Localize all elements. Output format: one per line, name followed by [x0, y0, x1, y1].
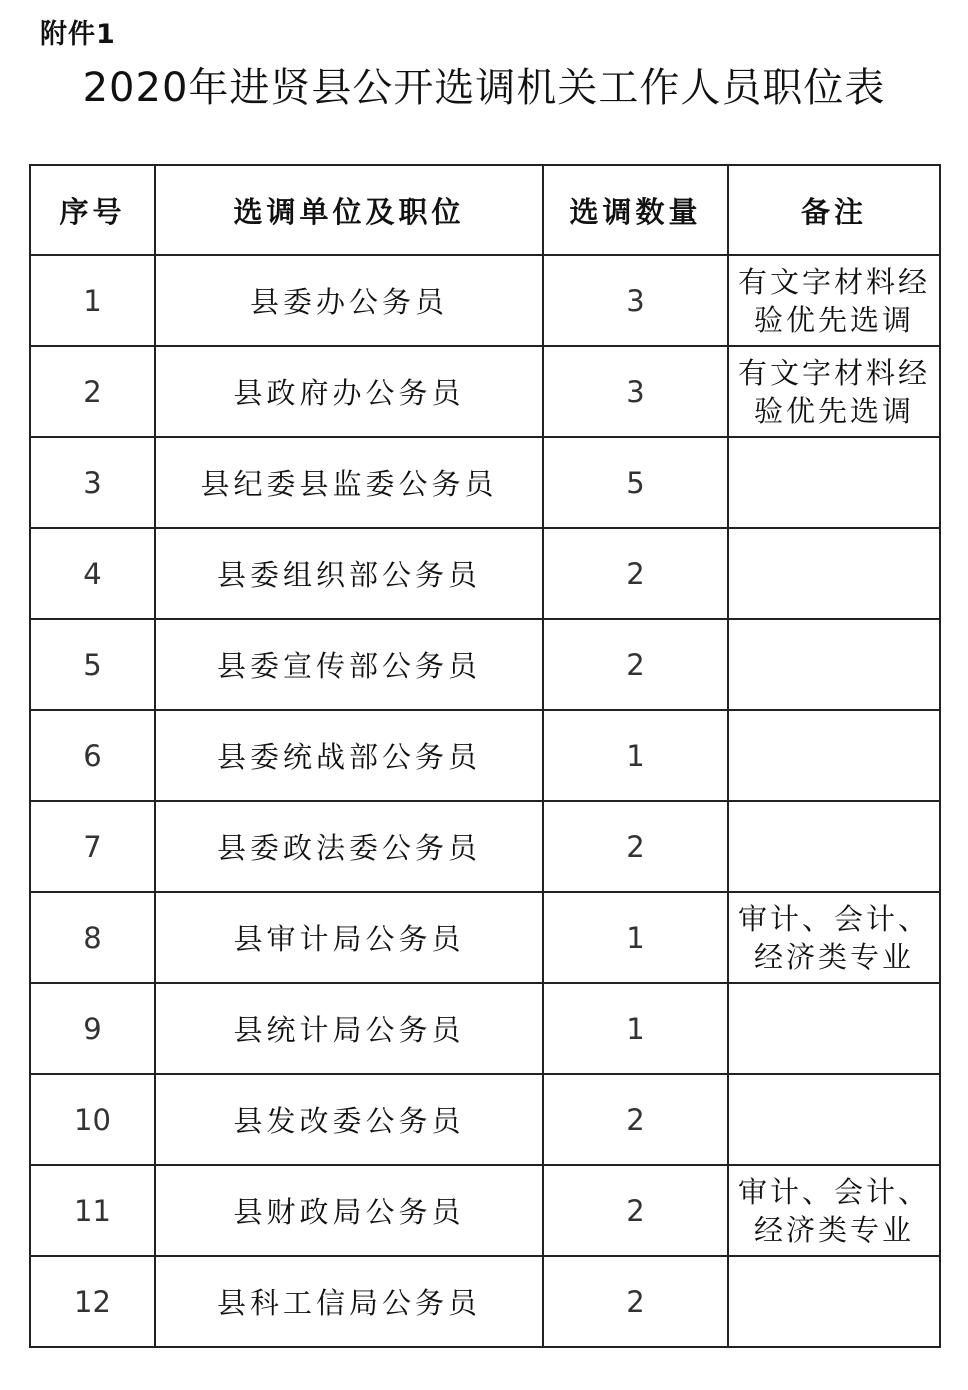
row-number: 12	[30, 1256, 155, 1347]
row-number: 5	[30, 619, 155, 710]
row-unit: 县发改委公务员	[155, 1074, 543, 1165]
row-number: 1	[30, 255, 155, 346]
row-unit: 县委统战部公务员	[155, 710, 543, 801]
table-row	[30, 528, 940, 619]
row-note: 有文字材料经验优先选调	[728, 346, 940, 437]
row-note	[728, 801, 940, 892]
row-quantity: 2	[543, 528, 728, 619]
row-unit: 县委组织部公务员	[155, 528, 543, 619]
table-row	[30, 1165, 940, 1256]
row-quantity: 3	[543, 346, 728, 437]
table-row	[30, 255, 940, 346]
table-row	[30, 892, 940, 983]
row-number: 7	[30, 801, 155, 892]
row-number: 11	[30, 1165, 155, 1256]
row-unit: 县科工信局公务员	[155, 1256, 543, 1347]
row-number: 9	[30, 983, 155, 1074]
column-header-qty: 选调数量	[543, 165, 728, 255]
row-number: 4	[30, 528, 155, 619]
row-unit: 县审计局公务员	[155, 892, 543, 983]
table-row	[30, 710, 940, 801]
row-number: 2	[30, 346, 155, 437]
page-title: 2020年进贤县公开选调机关工作人员职位表	[82, 65, 886, 111]
table-header-row	[30, 165, 940, 255]
row-quantity: 2	[543, 1256, 728, 1347]
attachment-label: 附件1	[40, 19, 116, 50]
row-note: 审计、会计、经济类专业	[728, 892, 940, 983]
row-quantity: 2	[543, 1165, 728, 1256]
row-unit: 县统计局公务员	[155, 983, 543, 1074]
row-quantity: 2	[543, 1074, 728, 1165]
row-number: 8	[30, 892, 155, 983]
row-note: 有文字材料经验优先选调	[728, 255, 940, 346]
table-row	[30, 1256, 940, 1347]
row-number: 10	[30, 1074, 155, 1165]
row-quantity: 1	[543, 983, 728, 1074]
row-quantity: 2	[543, 619, 728, 710]
table-row	[30, 1074, 940, 1165]
row-note	[728, 619, 940, 710]
row-unit: 县委办公务员	[155, 255, 543, 346]
column-header-note: 备注	[728, 165, 940, 255]
row-note	[728, 528, 940, 619]
row-note	[728, 1256, 940, 1347]
position-table	[29, 164, 941, 1348]
row-unit: 县纪委县监委公务员	[155, 437, 543, 528]
row-quantity: 2	[543, 801, 728, 892]
row-unit: 县委宣传部公务员	[155, 619, 543, 710]
table-row	[30, 346, 940, 437]
row-note	[728, 983, 940, 1074]
row-quantity: 3	[543, 255, 728, 346]
table-row	[30, 619, 940, 710]
table-row	[30, 801, 940, 892]
row-unit: 县委政法委公务员	[155, 801, 543, 892]
row-unit: 县政府办公务员	[155, 346, 543, 437]
row-quantity: 1	[543, 710, 728, 801]
row-note	[728, 710, 940, 801]
row-quantity: 5	[543, 437, 728, 528]
table-row	[30, 983, 940, 1074]
column-header-unit: 选调单位及职位	[155, 165, 543, 255]
row-number: 3	[30, 437, 155, 528]
row-unit: 县财政局公务员	[155, 1165, 543, 1256]
row-quantity: 1	[543, 892, 728, 983]
table-row	[30, 437, 940, 528]
row-note: 审计、会计、经济类专业	[728, 1165, 940, 1256]
row-note	[728, 437, 940, 528]
row-number: 6	[30, 710, 155, 801]
row-note	[728, 1074, 940, 1165]
column-header-no: 序号	[30, 165, 155, 255]
